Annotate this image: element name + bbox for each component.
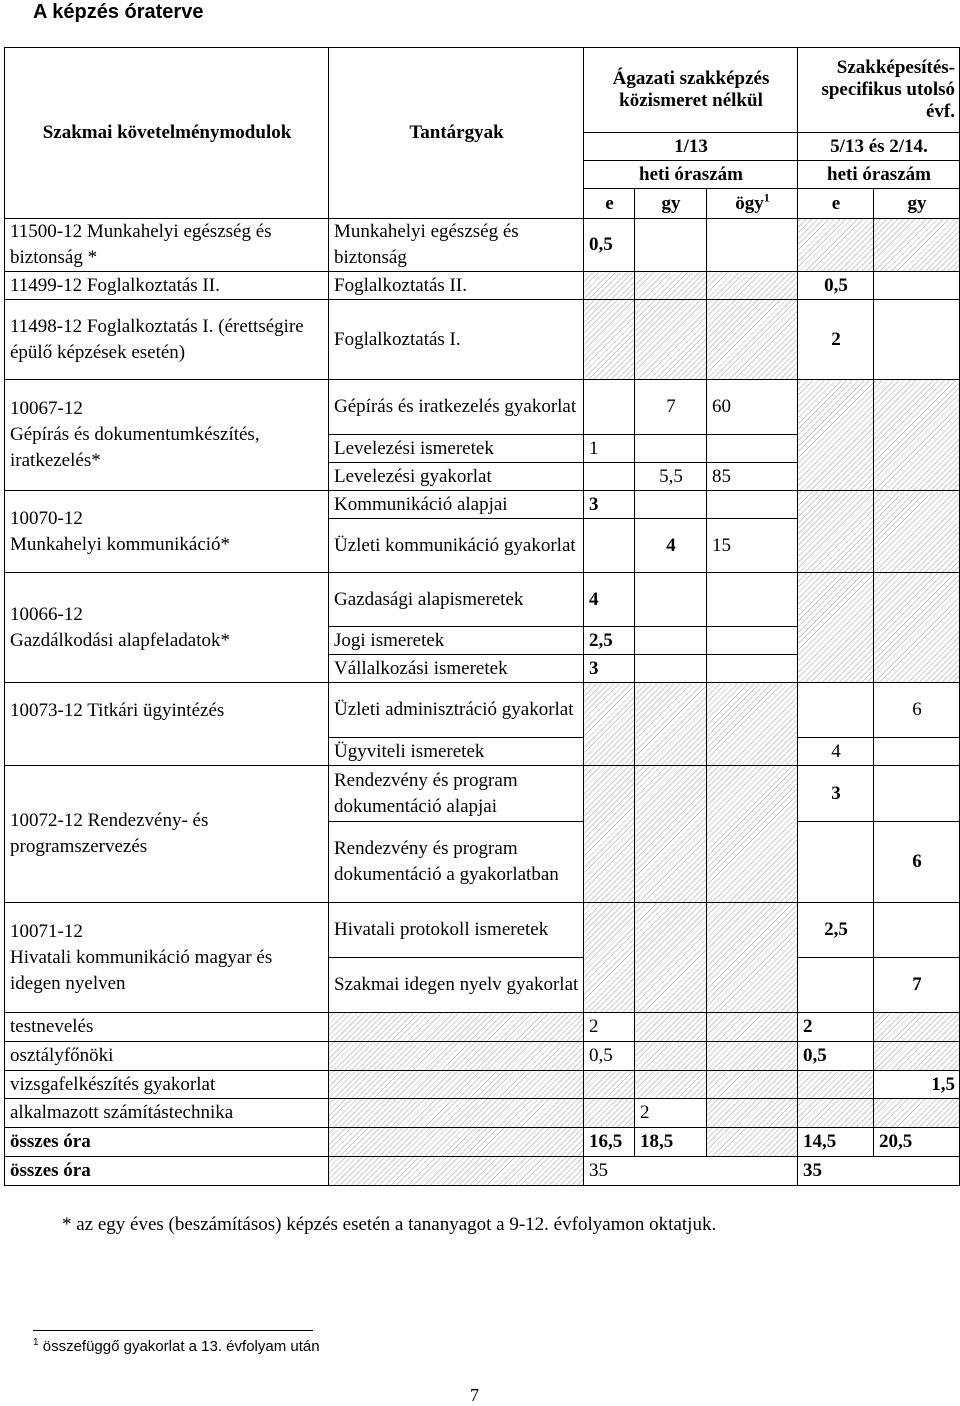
row-label: alkalmazott számítástechnika [5,1099,329,1128]
header-hours-1: heti óraszám [584,161,798,189]
subject-cell: Gazdasági alapismeretek [329,573,584,627]
row-label: vizsgafelkészítés gyakorlat [5,1071,329,1099]
value-cell: 3 [584,655,635,683]
header-group-sector: Ágazati szakképzés közismeret nélkül [584,48,798,133]
header-ogy: ögy$^1$ [707,189,798,219]
module-cell: 11500-12 Munkahelyi egészség és biztonság * [5,219,329,272]
value-cell: 85 [707,463,798,491]
value-cell: 20,5 [874,1128,960,1157]
value-cell: 4 [635,519,707,573]
value-cell: 18,5 [635,1128,707,1157]
header-e2: e [798,189,874,219]
module-cell: 11499-12 Foglalkoztatás II. [5,272,329,300]
header-group-specific: Szakképesítés-specifikus utolsó évf. [798,48,960,133]
header-modules: Szakmai követelménymodulok [5,48,329,219]
value-cell: 3 [584,491,635,519]
subject-cell: Üzleti kommunikáció gyakorlat [329,519,584,573]
value-cell: 15 [707,519,798,573]
header-subjects: Tantárgyak [329,48,584,219]
value-cell: 3 [798,766,874,822]
value-cell: 2 [584,1013,635,1042]
value-cell: 1 [584,435,635,463]
value-cell: 2 [635,1099,707,1128]
subject-cell: Kommunikáció alapjai [329,491,584,519]
subject-cell: Rendezvény és program dokumentáció a gyakorlatban [329,822,584,903]
value-cell: 2 [798,300,874,380]
value-cell: 0,5 [584,219,635,272]
header-hours-2: heti óraszám [798,161,960,189]
value-cell: 7 [874,958,960,1013]
subject-cell: Ügyviteli ismeretek [329,738,584,766]
value-cell: 0,5 [584,1042,635,1071]
module-cell: 10066-12 Gazdálkodási alapfeladatok* [5,573,329,683]
value-cell: 0,5 [798,272,874,300]
table-footnote: * az egy éves (beszámításos) képzés esetén a tananyagot a 9-12. évfolyamon oktatjuk. [62,1214,717,1235]
subject-cell: Rendezvény és program dokumentáció alapjai [329,766,584,822]
header-year-2: 5/13 és 2/14. [798,133,960,161]
row-label: osztályfőnöki [5,1042,329,1071]
value-cell: 14,5 [798,1128,874,1157]
value-cell: 2,5 [584,627,635,655]
row-label: összes óra [5,1128,329,1157]
page-number: 7 [470,1385,479,1405]
row-label: összes óra [5,1157,329,1186]
header-e: e [584,189,635,219]
row-label: testnevelés [5,1013,329,1042]
subject-cell: Hivatali protokoll ismeretek [329,903,584,958]
value-cell: 2,5 [798,903,874,958]
module-cell: 10072-12 Rendezvény- és programszervezés [5,766,329,903]
value-cell: 5,5 [635,463,707,491]
value-cell: 4 [584,573,635,627]
subject-cell: Foglalkoztatás II. [329,272,584,300]
value-cell: 35 [584,1157,798,1186]
subject-cell: Foglalkoztatás I. [329,300,584,380]
subject-cell: Üzleti adminisztráció gyakorlat [329,683,584,738]
subject-cell: Jogi ismeretek [329,627,584,655]
value-cell: 16,5 [584,1128,635,1157]
header-year-1: 1/13 [584,133,798,161]
header-gy: gy [635,189,707,219]
subject-cell: Vállalkozási ismeretek [329,655,584,683]
curriculum-table [4,47,960,1186]
module-cell: 10070-12 Munkahelyi kommunikáció* [5,491,329,573]
value-cell: 6 [874,683,960,738]
value-cell: 7 [635,380,707,435]
subject-cell: Levelezési gyakorlat [329,463,584,491]
value-cell: 60 [707,380,798,435]
value-cell: 35 [798,1157,960,1186]
subject-cell: Levelezési ismeretek [329,435,584,463]
page-footnote: $^1$ összefüggő gyakorlat a 13. évfolyam után [33,1337,320,1355]
header-gy2: gy [874,189,960,219]
subject-cell: Munkahelyi egészség és biztonság [329,219,584,272]
module-cell: 11498-12 Foglalkoztatás I. (érettségire épülő képzések esetén) [5,300,329,380]
module-cell: 10073-12 Titkári ügyintézés [5,683,329,766]
module-cell: 10071-12 Hivatali kommunikáció magyar és idegen nyelven [5,903,329,1013]
footnote-divider [33,1330,313,1331]
value-cell: 0,5 [798,1042,874,1071]
value-cell: 4 [798,738,874,766]
module-cell: 10067-12 Gépírás és dokumentumkészítés, iratkezelés* [5,380,329,491]
value-cell: 1,5 [874,1071,960,1099]
page-title: A képzés óraterve [33,1,204,23]
value-cell: 2 [798,1013,874,1042]
value-cell: 6 [874,822,960,903]
subject-cell: Gépírás és iratkezelés gyakorlat [329,380,584,435]
subject-cell: Szakmai idegen nyelv gyakorlat [329,958,584,1013]
